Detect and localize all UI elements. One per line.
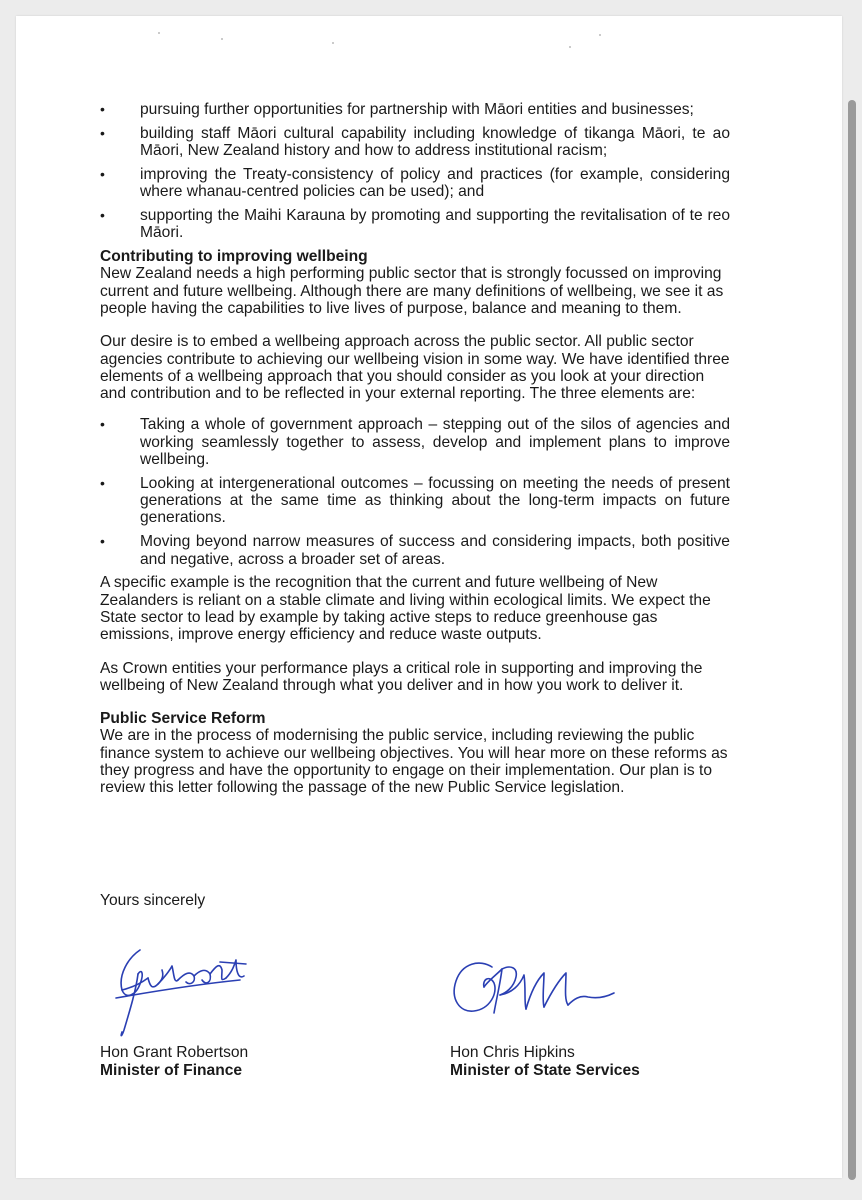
signatory-robertson [100,1044,248,1080]
section-heading-reform: Public Service Reform [100,710,266,728]
paragraph: New Zealand needs a high performing public sector that is strongly focussed on improving current and future wellbeing. Although there are many definitions of wellbeing, we see it as people having the capabilities to live lives of purpose, balance and meaning to them. [100,265,724,317]
paragraph: As Crown entities your performance plays a critical role in supporting and improving the wellbeing of New Zealand through what you deliver and in how you work to deliver it. [100,659,703,694]
signature-grant-robertson [100,940,280,1040]
closing-line: Yours sincerely [100,892,206,909]
list-item: • improving the Treaty-consistency of policy and practices (for example, considering where whanau-centred policies can be used); and [100,165,730,201]
list-item: • pursuing further opportunities for partnership with Māori entities and businesses; [100,101,694,118]
bullet-icon: • [100,206,105,223]
paragraph: Our desire is to embed a wellbeing approach across the public sector. All public sector agencies contribute to achieving our wellbeing vision in some way. We have identified three elements of a wellbeing approach that you should consider as you look at your direction and contribution and to be reflected in your external reporting. The three elements are: [100,333,730,403]
signatory-name: Hon Chris Hipkins [450,1044,575,1061]
signatory-hipkins [450,1044,640,1080]
signatory-title: Minister of Finance [100,1062,243,1079]
bullet-icon: • [100,416,105,433]
bullet-icon: • [100,165,105,182]
vertical-scrollbar[interactable] [848,100,856,1180]
bullet-icon: • [100,533,105,550]
signature-chris-hipkins [440,945,640,1035]
signatory-name: Hon Grant Robertson [100,1044,249,1061]
list-item: • supporting the Maihi Karauna by promoting and supporting the revitalisation of te reo Māori. [100,206,730,242]
list-item: • building staff Māori cultural capability including knowledge of tikanga Māori, te ao Māori, New Zealand history and how to address institutional racism; [100,124,730,160]
wellbeing-elements-list [100,416,730,567]
paragraph: We are in the process of modernising the public service, including reviewing the public finance system to achieve our wellbeing objectives. You will hear more on these reforms as they progress and have the opportunity to engage on their implementation. Our plan is to review this letter following the passage of the new Public Service legislation. [100,727,728,797]
maori-capability-list [100,101,730,242]
list-item: • Moving beyond narrow measures of success and considering impacts, both positive and negative, across a broader set of areas. [100,533,730,568]
signatory-title: Minister of State Services [450,1062,640,1079]
section-heading-wellbeing: Contributing to improving wellbeing [100,248,368,266]
bullet-icon: • [100,474,105,491]
paragraph: A specific example is the recognition that the current and future wellbeing of New Zealanders is reliant on a stable climate and living within ecological limits. We expect the State sector to lead by example by taking active steps to reduce greenhouse gas emissions, improve energy efficiency and reduce waste outputs. [100,574,711,644]
bullet-icon: • [100,101,105,117]
list-item: • Taking a whole of government approach – stepping out of the silos of agencies and working seamlessly together to assess, develop and implement plans to improve wellbeing. [100,416,730,469]
bullet-icon: • [100,124,105,141]
letter-body [100,101,730,813]
list-item: • Looking at intergenerational outcomes – focussing on meeting the needs of present generations at the same time as thinking about the long-term impacts on future generations. [100,474,730,527]
